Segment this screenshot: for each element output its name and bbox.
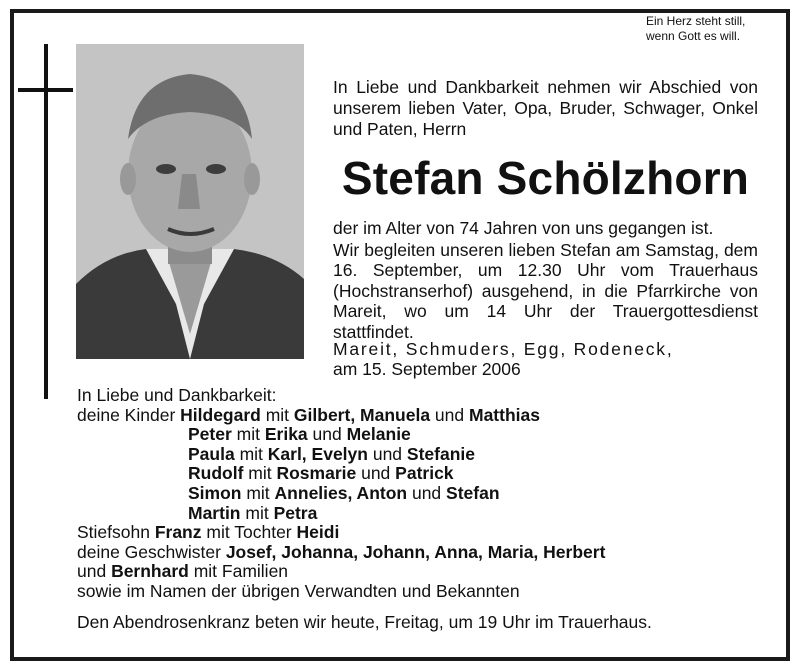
name-text: Matthias (469, 404, 540, 425)
motto-line-2: wenn Gott es will. (646, 29, 741, 43)
name-text: Franz (154, 522, 202, 543)
announcement-body (333, 218, 758, 343)
connector-text: deine Geschwister (77, 541, 226, 562)
age-text: der im Alter von 74 Jahren von uns gegangen ist. (333, 218, 714, 238)
connector-text: und (356, 463, 396, 484)
cross-icon-vertical (44, 44, 48, 399)
place-date (333, 339, 758, 379)
connector-text: und (430, 404, 469, 425)
child-row (77, 425, 777, 445)
connector-text: mit (231, 424, 265, 445)
place-line: Mareit, Schmuders, Egg, Rodeneck, (333, 339, 674, 359)
name-text: Martin (188, 502, 241, 523)
name-text: Annelies, Anton (274, 482, 408, 503)
connector-text: und (407, 482, 447, 503)
connector-text: und (367, 443, 407, 464)
siblings-row-2 (77, 562, 777, 582)
connector-text: mit Tochter (201, 522, 297, 543)
connector-text: Stiefsohn (77, 522, 155, 543)
family-list (77, 386, 777, 602)
connector-text: und (307, 424, 347, 445)
name-text: Josef, Johanna, Johann, Anna, Maria, Herbert (225, 541, 606, 562)
name-text: Simon (188, 482, 242, 503)
cross-icon-horizontal (18, 88, 73, 92)
child-row (77, 464, 777, 484)
name-text: Peter (188, 424, 232, 445)
connector-text: mit (241, 482, 275, 503)
name-text: Paula (188, 443, 235, 464)
intro-text: In Liebe und Dankbarkeit nehmen wir Abschied von unserem lieben Vater, Opa, Bruder, Schwager, Onkel und Paten, Herrn (333, 77, 758, 139)
name-text: Heidi (296, 522, 340, 543)
child-row (77, 445, 777, 465)
motto (646, 14, 776, 44)
name-text: Rosmarie (276, 463, 357, 484)
connector-text: mit Familien (188, 561, 289, 582)
children-rows (77, 406, 777, 524)
name-text: Melanie (346, 424, 411, 445)
connector-text: und (77, 561, 112, 582)
connector-text: mit (243, 463, 277, 484)
connector-text: mit (240, 502, 274, 523)
funeral-text: Wir begleiten unseren lieben Stefan am Samstag, dem 16. September, um 12.30 Uhr vom Trauerhaus (Hochstranserhof) ausgehend, in die Pfarrkirche von Mareit, wo um 14 Uhr der Trauergottesdienst stattfindet. (333, 239, 758, 342)
siblings-row (77, 543, 777, 563)
child-row (77, 504, 777, 524)
name-text: Patrick (395, 463, 454, 484)
motto-line-1: Ein Herz steht still, (646, 14, 746, 28)
name-text: Bernhard (111, 561, 189, 582)
name-text: Rudolf (188, 463, 244, 484)
portrait-image (76, 44, 304, 359)
date-line: am 15. September 2006 (333, 359, 521, 379)
name-text: Karl, Evelyn (267, 443, 368, 464)
name-text: Hildegard (180, 404, 261, 425)
closing-text: Den Abendrosenkranz beten wir heute, Freitag, um 19 Uhr im Trauerhaus. (77, 612, 652, 632)
name-text: Gilbert, Manuela (293, 404, 431, 425)
name-text: Petra (273, 502, 318, 523)
child-row (77, 406, 777, 426)
name-text: Erika (264, 424, 308, 445)
stepson-row (77, 523, 777, 543)
children-prefix: deine Kinder (77, 404, 181, 425)
deceased-name: Stefan Schölzhorn (341, 152, 750, 204)
connector-text: mit (260, 404, 294, 425)
portrait-photo (76, 44, 304, 359)
family-header: In Liebe und Dankbarkeit: (77, 385, 277, 405)
name-text: Stefan (446, 482, 500, 503)
child-row (77, 484, 777, 504)
connector-text: mit (234, 443, 268, 464)
name-text: Stefanie (406, 443, 475, 464)
relatives-row: sowie im Namen der übrigen Verwandten und Bekannten (77, 580, 520, 601)
